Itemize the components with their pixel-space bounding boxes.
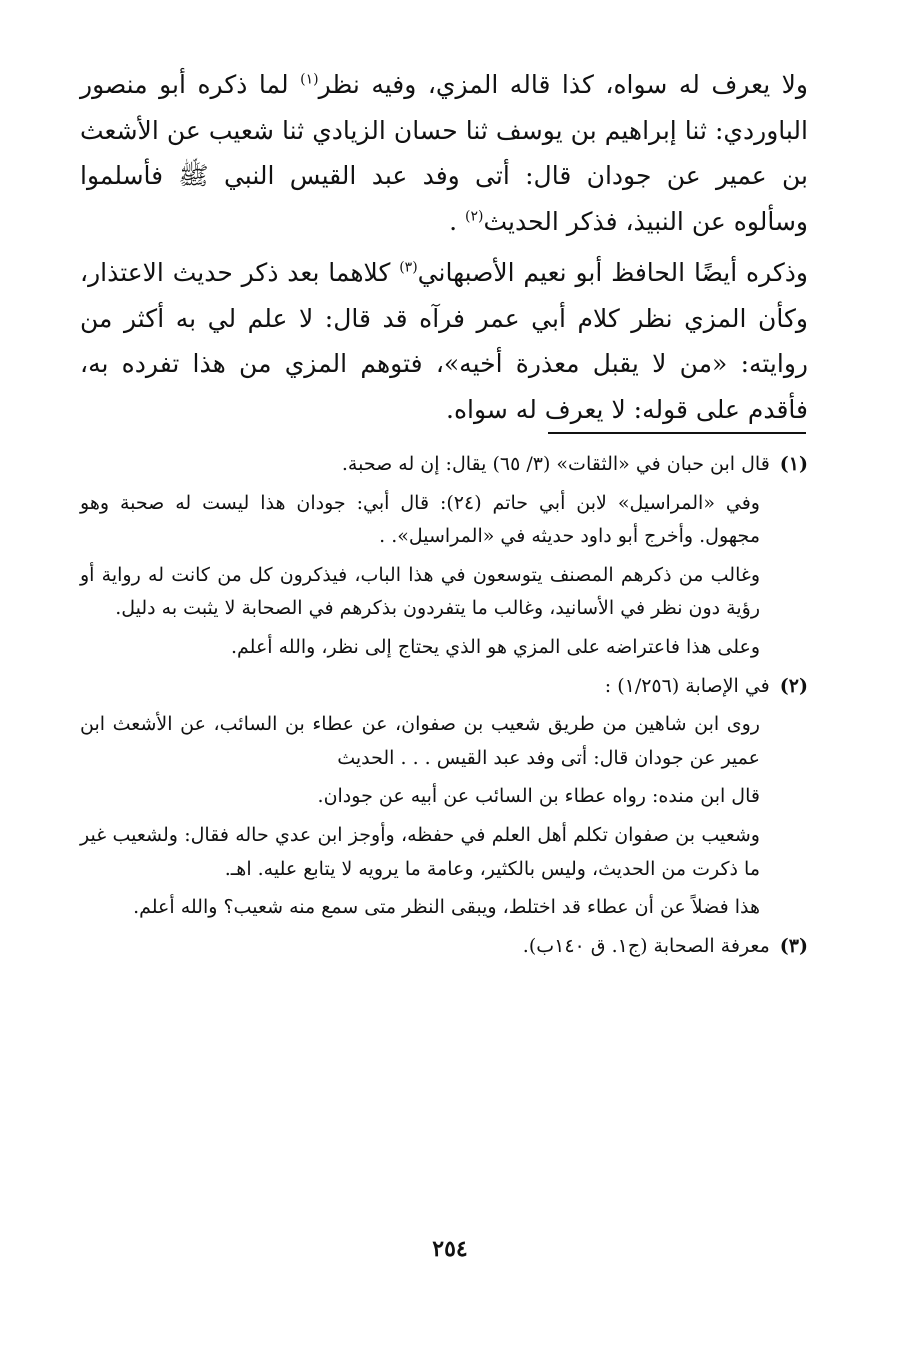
footnote-1-para-3: وغالب من ذكرهم المصنف يتوسعون في هذا الباب، فيذكرون كل من كانت له رواية أو رؤية دون نظر في الأسانيد، وغالب ما يتفردون بذكرهم في الصحابة لا يثبت به دليل.: [80, 563, 760, 620]
footnote-1-para-4: وعلى هذا فاعتراضه على المزي هو الذي يحتاج إلى نظر، والله أعلم.: [230, 635, 760, 658]
main-paragraph-1-part-b: لما ذكره أبو منصور الباوردي: ثنا إبراهيم بن يوسف ثنا حسان الزيادي ثنا شعيب عن الأشعث بن عمير عن جودان قال: أتى وفد عبد القيس النبي ﷺ فأسلموا وسألوه عن النبيذ، فذكر الحديث: [80, 70, 808, 236]
footnote-1-line-1: [80, 448, 808, 482]
footnote-2-para-5: هذا فضلاً عن أن عطاء قد اختلط، ويبقى النظر متى سمع منه شعيب؟ والله أعلم.: [133, 896, 760, 919]
footnote-2-line-1: [80, 670, 808, 704]
footnote-2-para-2: روى ابن شاهين من طريق شعيب بن صفوان، عن عطاء بن السائب، عن الأشعث ابن عمير عن جودان قال: أتى وفد عبد القيس . . . الحديث: [80, 713, 760, 769]
footnote-ref-1[interactable]: (١): [300, 71, 319, 88]
footnote-2-number: (٢): [779, 674, 808, 697]
footnote-separator: [548, 432, 806, 434]
main-paragraph-1-part-a: ولا يعرف له سواه، كذا قاله المزي، وفيه نظر: [318, 70, 808, 99]
footnote-3-text: معرفة الصحابة (ج١. ق ١٤٠ب).: [522, 934, 770, 957]
page-number: ٢٥٤: [432, 1236, 468, 1262]
main-paragraph-1: [80, 62, 808, 244]
footnote-3-line-1: [80, 930, 808, 964]
footnote-1-text: قال ابن حبان في «الثقات» (٣/ ٦٥) يقال: إن له صحبة.: [341, 453, 770, 475]
main-paragraph-2-part-b: كلاهما بعد ذكر حديث الاعتذار، وكأن المزي نظر كلام أبي عمر فرآه قد قال: لا علم لي به أكثر من روايته: «من لا يقبل معذرة أخيه»، فتوهم المزي من هذا تفرده به، فأقدم على قوله: لا يعرف له سواه.: [80, 258, 808, 424]
footnote-ref-2[interactable]: (٢): [465, 208, 484, 225]
footnotes: [80, 448, 808, 963]
footnote-3-number: (٣): [779, 934, 808, 957]
main-paragraph-2: [80, 250, 808, 432]
footnote-1-number: (١): [779, 453, 808, 475]
footnote-2-para-3: قال ابن منده: رواه عطاء بن السائب عن أبيه عن جودان.: [317, 785, 760, 808]
footnote-ref-3[interactable]: (٣): [399, 259, 418, 276]
main-paragraph-2-part-a: وذكره أيضًا الحافظ أبو نعيم الأصبهاني: [417, 258, 808, 287]
footnote-2-text: في الإصابة (١/٢٥٦) :: [604, 674, 770, 697]
main-text: [80, 62, 808, 432]
footnote-2-para-4: وشعيب بن صفوان تكلم أهل العلم في حفظه، وأوجز ابن عدي حاله فقال: ولشعيب غير ما ذكرت من الحديث، وليس بالكثير، وعامة ما يرويه لا يتابع عليه. اهـ.: [80, 823, 760, 880]
main-paragraph-1-part-c: .: [449, 206, 466, 236]
footnote-1-para-2: وفي «المراسيل» لابن أبي حاتم (٢٤): قال أبي: جودان هذا ليست له صحبة وهو مجهول. وأخرج أبو داود حديثه في «المراسيل». .: [80, 491, 760, 548]
